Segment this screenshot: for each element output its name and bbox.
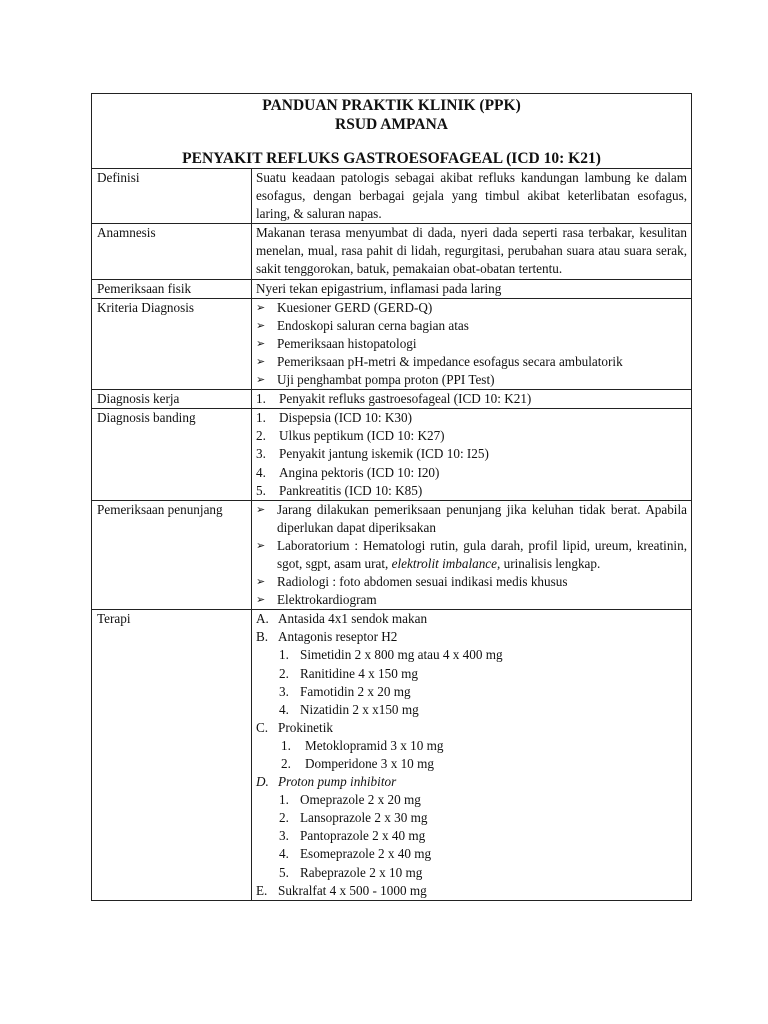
- list-item: ➢ Endoskopi saluran cerna bagian atas: [256, 317, 687, 335]
- list-item: ➢ Pemeriksaan pH-metri & impedance esofagus secara ambulatorik: [256, 353, 687, 371]
- ppk-document: [91, 93, 692, 901]
- list-item: 1. Penyakit refluks gastroesofageal (ICD 10: K21): [256, 391, 532, 407]
- label-terapi: Terapi: [92, 610, 252, 901]
- list-item: 3. Pantoprazole 2 x 40 mg: [279, 828, 426, 844]
- list-item: 5. Pankreatitis (ICD 10: K85): [256, 482, 423, 498]
- row-definisi: [92, 169, 692, 224]
- list-item: 2. Lansoprazole 2 x 30 mg: [279, 810, 428, 826]
- list-pemeriksaan-penunjang: [252, 500, 692, 610]
- label-diagnosis-kerja: Diagnosis kerja: [92, 390, 252, 409]
- row-diagnosis-kerja: [92, 390, 692, 409]
- label-kriteria-diagnosis: Kriteria Diagnosis: [92, 298, 252, 389]
- list-diagnosis-banding: [252, 409, 692, 500]
- row-terapi: [92, 610, 692, 901]
- list-item: 2. Ranitidine 4 x 150 mg: [279, 665, 418, 681]
- sublist-prokinetik: [256, 737, 687, 773]
- list-item: E. Sukralfat 4 x 500 - 1000 mg: [256, 882, 427, 898]
- list-item: ➢ Kuesioner GERD (GERD-Q): [256, 299, 687, 317]
- label-definisi: Definisi: [92, 169, 252, 224]
- title-ppk: PANDUAN PRAKTIK KLINIK (PPK): [262, 97, 521, 114]
- list-item: 1. Simetidin 2 x 800 mg atau 4 x 400 mg: [279, 647, 503, 663]
- arrow-bullet-icon: ➢: [256, 337, 266, 350]
- row-diagnosis-banding: [92, 409, 692, 500]
- text-anamnesis: Makanan terasa menyumbat di dada, nyeri dada seperti rasa terbakar, kesulitan menelan, mual, rasa pahit di lidah, regurgitasi, perubahan suara atau suara serak, sakit tenggorokan, batuk, pemakaian obat-obatan tertentu.: [252, 224, 692, 279]
- list-item: C. Prokinetik: [256, 719, 333, 735]
- list-item: B. Antagonis reseptor H2: [256, 629, 398, 645]
- sublist-ppi: [256, 791, 687, 881]
- list-item: ➢ Uji penghambat pompa proton (PPI Test): [256, 371, 687, 389]
- arrow-bullet-icon: ➢: [256, 539, 266, 552]
- list-item: 1. Metoklopramid 3 x 10 mg: [281, 737, 444, 753]
- arrow-bullet-icon: ➢: [256, 355, 266, 368]
- row-pemeriksaan-fisik: [92, 279, 692, 298]
- arrow-bullet-icon: ➢: [256, 374, 266, 387]
- label-pemeriksaan-fisik: Pemeriksaan fisik: [92, 279, 252, 298]
- row-kriteria-diagnosis: [92, 298, 692, 389]
- ppk-table: [91, 168, 692, 901]
- sublist-h2: [256, 646, 687, 718]
- list-terapi: [252, 610, 692, 901]
- arrow-bullet-icon: ➢: [256, 319, 266, 332]
- list-item: 1. Omeprazole 2 x 20 mg: [279, 792, 421, 808]
- list-item: 4. Nizatidin 2 x x150 mg: [279, 701, 419, 717]
- list-item: 2. Ulkus peptikum (ICD 10: K27): [256, 428, 445, 444]
- list-item: 5. Rabeprazole 2 x 10 mg: [279, 864, 423, 880]
- arrow-bullet-icon: ➢: [256, 301, 266, 314]
- label-pemeriksaan-penunjang: Pemeriksaan penunjang: [92, 500, 252, 610]
- list-item: ➢ Radiologi : foto abdomen sesuai indikasi medis khusus: [256, 573, 687, 591]
- list-item: 3. Famotidin 2 x 20 mg: [279, 683, 411, 699]
- text-definisi: Suatu keadaan patologis sebagai akibat refluks kandungan lambung ke dalam esofagus, dengan berbagai gejala yang timbul akibat keterlibatan esofagus, laring, & saluran napas.: [252, 169, 692, 224]
- row-anamnesis: [92, 224, 692, 279]
- list-item: 2. Domperidone 3 x 10 mg: [281, 756, 434, 771]
- list-diagnosis-kerja: [252, 390, 692, 409]
- list-item: 4. Esomeprazole 2 x 40 mg: [279, 846, 432, 862]
- list-item: ➢ Jarang dilakukan pemeriksaan penunjang jika keluhan tidak berat. Apabila diperlukan dapat diperiksakan: [256, 501, 687, 537]
- list-item: D. Proton pump inhibitor: [256, 774, 397, 790]
- list-item: ➢ Laboratorium : Hematologi rutin, gula darah, profil lipid, ureum, kreatinin, sgot, sgpt, asam urat, elektrolit imbalance, urinalisis lengkap.: [256, 537, 687, 573]
- list-item: 4. Angina pektoris (ICD 10: I20): [256, 464, 440, 480]
- list-item: 3. Penyakit jantung iskemik (ICD 10: I25): [256, 446, 489, 462]
- arrow-bullet-icon: ➢: [256, 503, 266, 516]
- list-item: 1. Dispepsia (ICD 10: K30): [256, 410, 412, 426]
- title-hospital: RSUD AMPANA: [335, 116, 448, 133]
- text-pemeriksaan-fisik: Nyeri tekan epigastrium, inflamasi pada laring: [252, 279, 692, 298]
- row-pemeriksaan-penunjang: [92, 500, 692, 610]
- list-item: ➢ Pemeriksaan histopatologi: [256, 335, 687, 353]
- list-item: ➢ Elektrokardiogram: [256, 591, 687, 609]
- list-kriteria-diagnosis: [252, 298, 692, 389]
- document-header: [91, 93, 692, 168]
- label-diagnosis-banding: Diagnosis banding: [92, 409, 252, 500]
- list-item: A. Antasida 4x1 sendok makan: [256, 611, 428, 627]
- arrow-bullet-icon: ➢: [256, 576, 266, 589]
- label-anamnesis: Anamnesis: [92, 224, 252, 279]
- title-disease: PENYAKIT REFLUKS GASTROESOFAGEAL (ICD 10: K21): [182, 150, 601, 167]
- arrow-bullet-icon: ➢: [256, 594, 266, 607]
